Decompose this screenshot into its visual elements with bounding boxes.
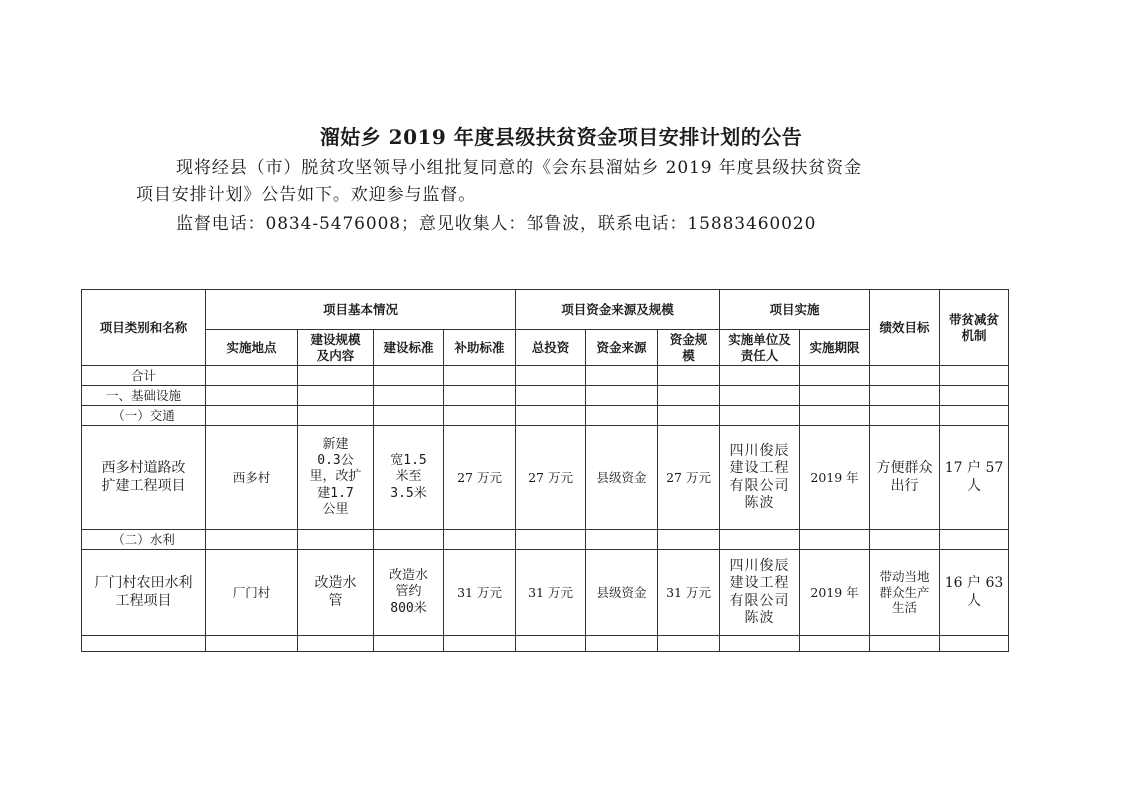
project-goal: 带动当地 群众生产 生活 — [870, 550, 940, 636]
header-row-2 — [82, 330, 1009, 366]
header-unit: 实施单位及 责任人 — [720, 330, 800, 366]
section-row — [82, 386, 1009, 406]
project-location: 厂门村 — [206, 550, 298, 636]
header-scale: 建设规模 及内容 — [298, 330, 374, 366]
subsection-row — [82, 406, 1009, 426]
header-location: 实施地点 — [206, 330, 298, 366]
project-total: 31 万元 — [516, 550, 586, 636]
header-implementation: 项目实施 — [720, 290, 870, 330]
header-amount: 资金规 模 — [658, 330, 720, 366]
header-period: 实施期限 — [800, 330, 870, 366]
project-location: 西多村 — [206, 426, 298, 530]
notice-contact-line: 监督电话：0834-5476008；意见收集人：邹鲁波，联系电话：15883460020 — [176, 214, 817, 234]
header-total: 总投资 — [516, 330, 586, 366]
project-period: 2019 年 — [800, 426, 870, 530]
header-source: 资金来源 — [586, 330, 658, 366]
project-standard: 宽1.5 米至 3.5米 — [374, 426, 444, 530]
empty-row — [82, 636, 1009, 652]
project-name: 西多村道路改 扩建工程项目 — [82, 426, 206, 530]
project-name: 厂门村农田水利 工程项目 — [82, 550, 206, 636]
project-standard: 改造水 管约 800米 — [374, 550, 444, 636]
total-label: 合计 — [82, 366, 206, 386]
total-row — [82, 366, 1009, 386]
project-unit: 四川俊辰 建设工程 有限公司 陈波 — [720, 426, 800, 530]
page-title: 溜姑乡 2019 年度县级扶贫资金项目安排计划的公告 — [319, 125, 803, 149]
project-source: 县级资金 — [586, 426, 658, 530]
project-amount: 27 万元 — [658, 426, 720, 530]
funding-plan-table — [81, 289, 1009, 652]
header-subsidy: 补助标准 — [444, 330, 516, 366]
header-performance-goal: 绩效目标 — [870, 290, 940, 366]
project-amount: 31 万元 — [658, 550, 720, 636]
subsection-row — [82, 530, 1009, 550]
header-standard: 建设标准 — [374, 330, 444, 366]
notice-line-2: 项目安排计划》公告如下。欢迎参与监督。 — [136, 185, 477, 205]
project-scale: 新建 0.3公 里，改扩 建1.7 公里 — [298, 426, 374, 530]
project-period: 2019 年 — [800, 550, 870, 636]
table-row — [82, 426, 1009, 530]
project-subsidy: 31 万元 — [444, 550, 516, 636]
project-source: 县级资金 — [586, 550, 658, 636]
project-mechanism: 16 户 63 人 — [940, 550, 1009, 636]
header-basic-info: 项目基本情况 — [206, 290, 516, 330]
subsection-transport: （一）交通 — [82, 406, 206, 426]
header-category: 项目类别和名称 — [82, 290, 206, 366]
project-mechanism: 17 户 57 人 — [940, 426, 1009, 530]
project-scale: 改造水 管 — [298, 550, 374, 636]
project-goal: 方便群众 出行 — [870, 426, 940, 530]
project-unit: 四川俊辰 建设工程 有限公司 陈波 — [720, 550, 800, 636]
section-infrastructure: 一、基础设施 — [82, 386, 206, 406]
table-row — [82, 550, 1009, 636]
project-total: 27 万元 — [516, 426, 586, 530]
notice-line-1: 现将经县（市）脱贫攻坚领导小组批复同意的《会东县溜姑乡 2019 年度县级扶贫资金 — [176, 158, 862, 178]
header-poverty-mechanism: 带贫减贫 机制 — [940, 290, 1009, 366]
header-funding: 项目资金来源及规模 — [516, 290, 720, 330]
header-row-1 — [82, 290, 1009, 330]
subsection-water: （二）水利 — [82, 530, 206, 550]
project-subsidy: 27 万元 — [444, 426, 516, 530]
